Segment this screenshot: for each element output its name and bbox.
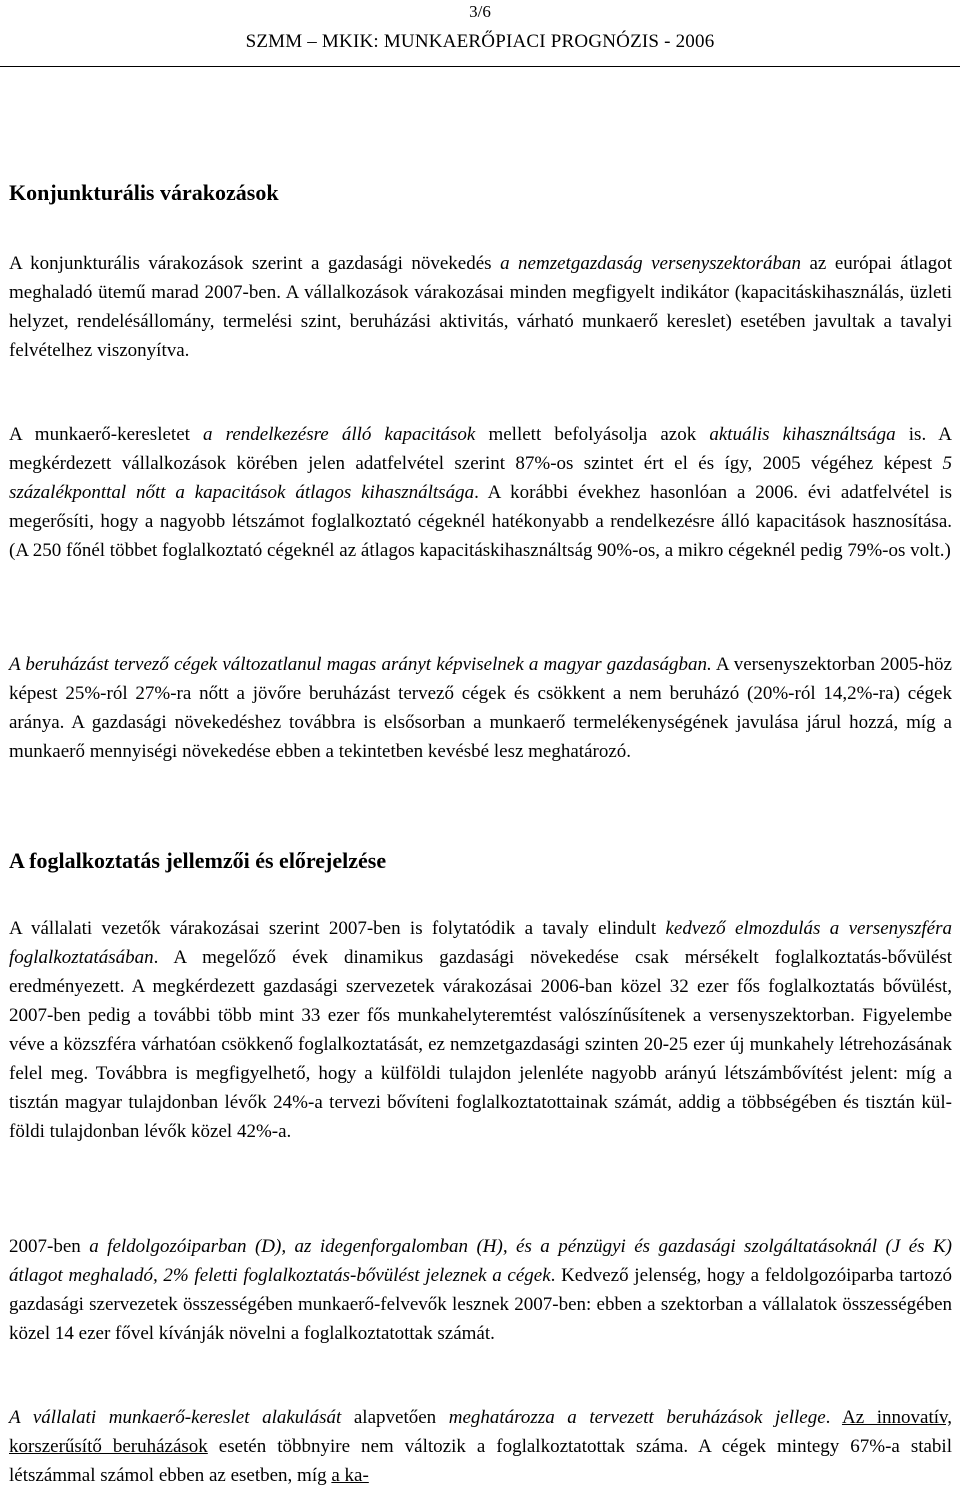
emphasis-text: aktuális kihasználtsága bbox=[709, 424, 896, 445]
text-run: az európai átlagot meghaladó ütemű marad 2007-ben. A vállalkozások várakozásai minden megfigyelt indikátor (kapacitáskihasználás, üzleti helyzet, rendelésállomány, termelési szint, beruházási aktivitás, várható munkaerő kereslet) esetében javultak a tavalyi felvételhez viszonyítva. bbox=[9, 253, 953, 361]
paragraph bbox=[9, 650, 952, 766]
emphasis-text: kedvező elmozdulás a versenyszféra foglalkoztatásában bbox=[9, 918, 953, 968]
page-number: 3/6 bbox=[469, 2, 491, 21]
text-run: esetén többnyire nem változik a foglalkoztatottak száma. A cégek mintegy 67%-a stabil létszámmal számol ebben az esetben, míg bbox=[9, 1436, 952, 1486]
underlined-text: Az innovatív, korszerűsítő beruházások bbox=[9, 1407, 953, 1457]
underlined-text: a ka- bbox=[331, 1465, 369, 1486]
emphasis-text: A beruházást tervező cégek változatlanul magas arányt képviselnek a magyar gazdaságban. bbox=[9, 654, 712, 675]
text-run: mellett befolyásolja azok bbox=[475, 424, 710, 445]
paragraph bbox=[9, 249, 952, 365]
paragraph bbox=[9, 420, 952, 565]
text-run: A vállalati vezetők várakozásai szerint 2007-ben is folytatódik a tavaly elindult bbox=[9, 918, 666, 939]
text-run: . A korábbi évekhez hasonlóan a 2006. évi adatfelvétel is megerősíti, hogy a nagyobb létszámot foglalkoztató cégeknél hatékonyabb a rendelkezésre álló kapacitások hasznosítása. (A 250 főnél többet foglalkoztató cégeknél az átlagos kapacitáskihasználtság 90%-os, a mikro cégeknél pedig 79%-os volt.) bbox=[9, 482, 952, 561]
text-run: . Kedvező jelenség, hogy a feldolgozóiparba tartozó gazdasági szervezetek összességében munkaerő-felvevők lesznek 2007-ben: ebben a szektorban a vállalatok összességében közel 14 ezer fővel kívánják növelni a foglalkoztatottak számát. bbox=[9, 1265, 952, 1344]
text-run: A munkaerő-keresletet bbox=[9, 424, 204, 445]
emphasis-text: 5 százalékponttal nőtt a kapacitások átlagos kihasználtsága bbox=[9, 453, 952, 503]
emphasis-text: meghatározza a tervezett beruházások jellege bbox=[448, 1407, 826, 1428]
emphasis-text: a feldolgozóiparban (D), az idegenforgalomban (H), és a pénzügyi és gazdasági szolgáltatásoknál (J és K) átlagot meghaladó, 2% feletti foglalkoztatás-bővülést jeleznek a cégek bbox=[9, 1236, 952, 1286]
text-run: 2007-ben bbox=[9, 1236, 90, 1257]
section-heading-konjunktura: Konjunkturális várakozások bbox=[9, 180, 279, 205]
text-run: . bbox=[825, 1407, 842, 1428]
emphasis-text: A vállalati munkaerő-kereslet alakulását bbox=[9, 1407, 342, 1428]
emphasis-text: a nemzetgazdaság versenyszektorában bbox=[500, 253, 801, 274]
header-rule bbox=[0, 66, 960, 67]
paragraph bbox=[9, 914, 952, 1146]
emphasis-text: a rendelkezésre álló kapacitások bbox=[203, 424, 476, 445]
text-run: alapvetően bbox=[341, 1407, 449, 1428]
text-run: is. A megkérdezett vállalkozások körében jelen adatfelvétel szerint 87%-os szintet ért el és így, 2005 végéhez képest bbox=[9, 424, 953, 474]
section-heading-foglalkoztatas: A foglalkoztatás jellemzői és előrejelzése bbox=[9, 848, 387, 873]
paragraph bbox=[9, 1403, 952, 1490]
paragraph bbox=[9, 1232, 952, 1348]
text-run: A versenyszektorban 2005-höz képest 25%-ról 27%-ra nőtt a jövőre beruházást tervező cégek és csökkent a nem beruházó (20%-ról 14,2%-ra) cégek aránya. A gazdasági növekedéshez továbbra is elsősorban a munkaerő termelékenységének javulása járul hozzá, míg a munkaerő mennyiségi növekedése ebben a tekintetben kevésbé lesz meghatározó. bbox=[9, 654, 952, 762]
text-run: A konjunkturális várakozások szerint a gazdasági növekedés bbox=[9, 253, 501, 274]
running-title: SZMM – MKIK: MUNKAERŐPIACI PROGNÓZIS - 2006 bbox=[245, 31, 715, 52]
text-run: . A megelőző évek dinamikus gazdasági növekedése csak mérsékelt foglalkoztatás-bővülést eredményezett. A megkérdezett gazdasági szervezetek várakozásai 2006-ban közel 32 ezer fős foglalkoztatás bővülést, 2007-ben pedig a további több mint 33 ezer fős munkahelyteremtést valószínűsítenek a versenyszektorban. Figyelembe véve a közszféra várhatóan csökkenő foglalkoztatását, ez nemzetgazdasági szinten 20-25 ezer új munkahely létrehozásának felel meg. Továbbra is megfigyelhető, hogy a külföldi tulajdon jelenléte nagyobb arányú létszámbővítést jelent: míg a tisztán magyar tulajdonban lévők 24%-a tervezi bővíteni foglalkoztatottainak számát, addig a többségében és tisztán külföldi tulajdonban lévők közel 42%-a. bbox=[9, 947, 952, 1142]
